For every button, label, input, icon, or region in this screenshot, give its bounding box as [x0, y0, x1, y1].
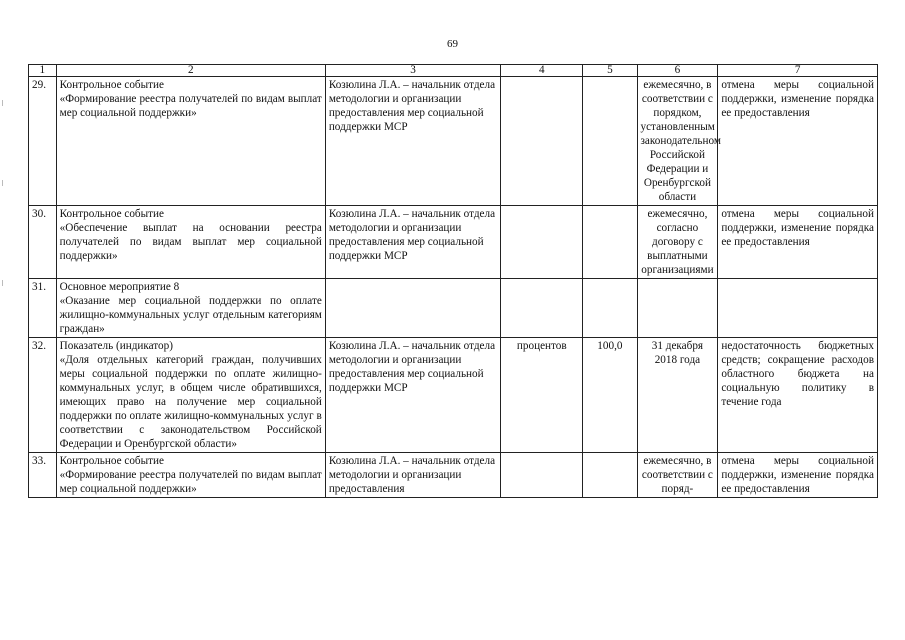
event-type: Контрольное событие — [59, 79, 164, 91]
event-description: «Обеспечение выплат на основании реестра получателей по видам выплат мер социальной поддержки» — [59, 222, 322, 262]
deadline-cell: ежемесячно, согласно договору с выплатными организациями — [637, 206, 718, 279]
table-row — [29, 453, 878, 498]
table-row — [29, 77, 878, 206]
row-number: 33. — [29, 453, 57, 498]
value-cell — [583, 453, 637, 498]
scan-margin-mark — [2, 280, 3, 286]
table-row — [29, 338, 878, 453]
risk-cell: отмена меры социальной поддержки, изменение порядка ее предоставления — [718, 453, 878, 498]
event-cell — [56, 453, 325, 498]
header-cell-7: 7 — [718, 65, 878, 77]
risk-cell: отмена меры социальной поддержки, изменение порядка ее предоставления — [718, 206, 878, 279]
event-description: «Формирование реестра получателей по видам выплат мер социальной поддержки» — [59, 469, 322, 495]
event-description: «Доля отдельных категорий граждан, получивших меры социальной поддержки по оплате жилищно-коммунальных услуг, в общем числе обратившихся, имеющих право на получение мер социальной поддержки по оплате жилищно-коммунальных услуг в соответствии с законодательством Российской Федерации и Оренбургской области» — [59, 354, 322, 450]
header-row — [29, 65, 878, 77]
responsible-cell: Козюлина Л.А. – начальник отдела методологии и организации предоставления мер социальной поддержки МСР — [325, 206, 501, 279]
risk-cell: недостаточность бюджетных средств; сокращение расходов областного бюджета на социальную политику в течение года — [718, 338, 878, 453]
unit-cell — [501, 279, 583, 338]
table-row — [29, 279, 878, 338]
responsible-cell: Козюлина Л.А. – начальник отдела методологии и организации предоставления мер социальной поддержки МСР — [325, 338, 501, 453]
unit-cell: процентов — [501, 338, 583, 453]
header-cell-1: 1 — [29, 65, 57, 77]
value-cell — [583, 279, 637, 338]
event-description: «Оказание мер социальной поддержки по оплате жилищно-коммунальных услуг отдельным категориям граждан» — [59, 295, 322, 335]
event-cell — [56, 338, 325, 453]
event-type: Показатель (индикатор) — [59, 340, 173, 352]
event-description: «Формирование реестра получателей по видам выплат мер социальной поддержки» — [59, 93, 322, 119]
header-cell-5: 5 — [583, 65, 637, 77]
table-row — [29, 206, 878, 279]
deadline-cell: ежемесячно, в соответствии с поряд- — [637, 453, 718, 498]
header-cell-6: 6 — [637, 65, 718, 77]
header-cell-3: 3 — [325, 65, 501, 77]
deadline-cell: 31 декабря 2018 года — [637, 338, 718, 453]
scan-margin-mark — [2, 100, 3, 106]
responsible-cell: Козюлина Л.А. – начальник отдела методологии и организации предоставления — [325, 453, 501, 498]
risk-cell: отмена меры социальной поддержки, изменение порядка ее предоставления — [718, 77, 878, 206]
scan-margin-mark — [2, 180, 3, 186]
event-type: Контрольное событие — [59, 455, 164, 467]
event-type: Основное мероприятие 8 — [59, 281, 180, 293]
unit-cell — [501, 77, 583, 206]
risk-cell — [718, 279, 878, 338]
value-cell: 100,0 — [583, 338, 637, 453]
value-cell — [583, 206, 637, 279]
table-header — [29, 65, 878, 77]
row-number: 30. — [29, 206, 57, 279]
header-cell-4: 4 — [501, 65, 583, 77]
event-cell — [56, 279, 325, 338]
deadline-cell — [637, 279, 718, 338]
deadline-cell: ежемесячно, в соответствии с порядком, установленным законодательном Российской Федерации и Оренбургской области — [637, 77, 718, 206]
page-number: 69 — [447, 38, 458, 50]
event-cell — [56, 206, 325, 279]
plan-table — [28, 64, 878, 498]
responsible-cell: Козюлина Л.А. – начальник отдела методологии и организации предоставления мер социальной поддержки МСР — [325, 77, 501, 206]
row-number: 29. — [29, 77, 57, 206]
unit-cell — [501, 453, 583, 498]
event-cell — [56, 77, 325, 206]
value-cell — [583, 77, 637, 206]
responsible-cell — [325, 279, 501, 338]
event-type: Контрольное событие — [59, 208, 164, 220]
unit-cell — [501, 206, 583, 279]
header-cell-2: 2 — [56, 65, 325, 77]
row-number: 32. — [29, 338, 57, 453]
row-number: 31. — [29, 279, 57, 338]
